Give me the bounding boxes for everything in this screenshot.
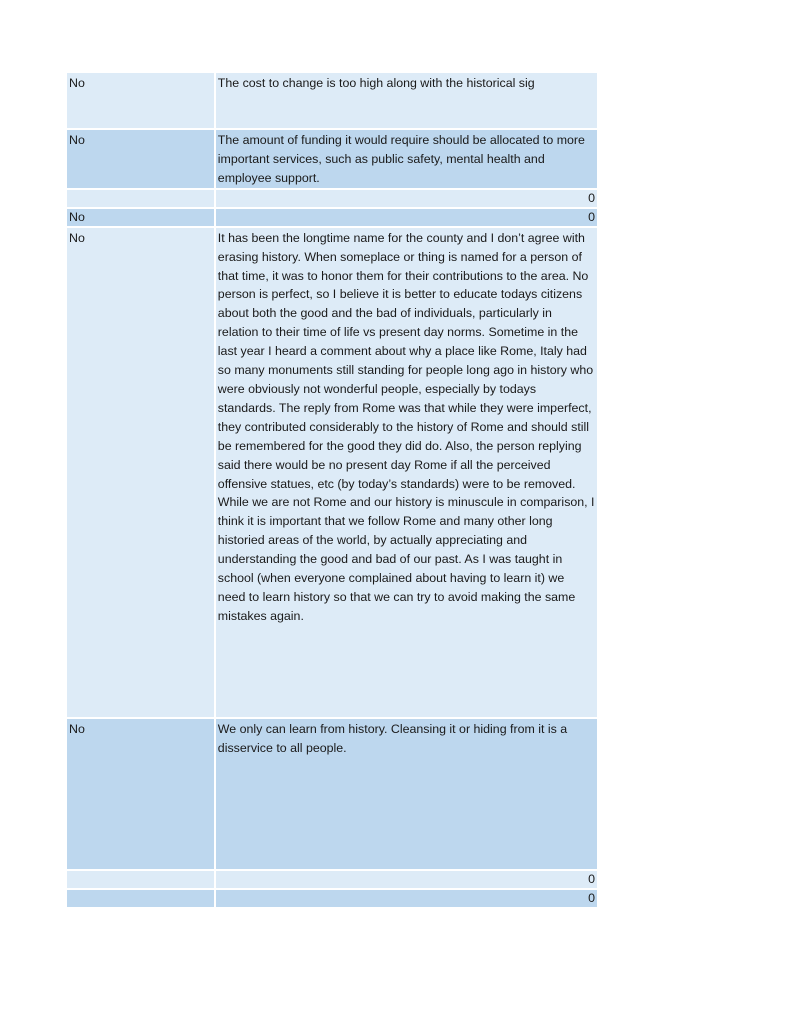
survey-responses-table <box>67 71 597 909</box>
comment-cell: It has been the longtime name for the county and I don’t agree with erasing history. When someplace or thing is named for a person of that time, it was to honor them for their contributions to the area. No person is perfect, so I believe it is better to educate todays citizens about both the good and the bad of individuals, particularly in relation to their time of life vs present day norms. Sometime in the last year I heard a comment about why a place like Rome, Italy had so many monuments still standing for people long ago in history who were obviously not wonderful people, especially by todays standards. The reply from Rome was that while they were imperfect, they contributed considerably to the history of Rome and should still be remembered for the good they did do. Also, the person replying said there would be no present day Rome if all the perceived offensive statues, etc (by today’s standards) were to be removed. While we are not Rome and our history is minuscule in comparison, I think it is important that we follow Rome and many other long historied areas of the world, by actually appreciating and understanding the good and bad of our past. As I was taught in school (when everyone complained about having to learn it) we need to learn history so that we can try to avoid making the same mistakes again. <box>216 228 597 717</box>
table-row <box>67 871 597 888</box>
comment-cell: 0 <box>216 890 597 907</box>
comment-cell: 0 <box>216 871 597 888</box>
answer-cell: No <box>67 130 216 188</box>
table-row <box>67 890 597 907</box>
comment-cell: The amount of funding it would require should be allocated to more important services, such as public safety, mental health and employee support. <box>216 130 597 188</box>
table-row <box>67 190 597 207</box>
answer-cell: No <box>67 228 216 717</box>
answer-cell <box>67 871 216 888</box>
answer-cell: No <box>67 719 216 869</box>
comment-cell: 0 <box>216 190 597 207</box>
table-row <box>67 209 597 226</box>
answer-cell <box>67 190 216 207</box>
answer-cell <box>67 890 216 907</box>
comment-cell: 0 <box>216 209 597 226</box>
answer-cell: No <box>67 73 216 128</box>
table-row <box>67 228 597 717</box>
answer-cell: No <box>67 209 216 226</box>
table-row <box>67 73 597 128</box>
comment-cell: The cost to change is too high along with the historical sig <box>216 73 597 128</box>
table-row <box>67 130 597 188</box>
comment-cell: We only can learn from history. Cleansing it or hiding from it is a disservice to all people. <box>216 719 597 869</box>
table-row <box>67 719 597 869</box>
